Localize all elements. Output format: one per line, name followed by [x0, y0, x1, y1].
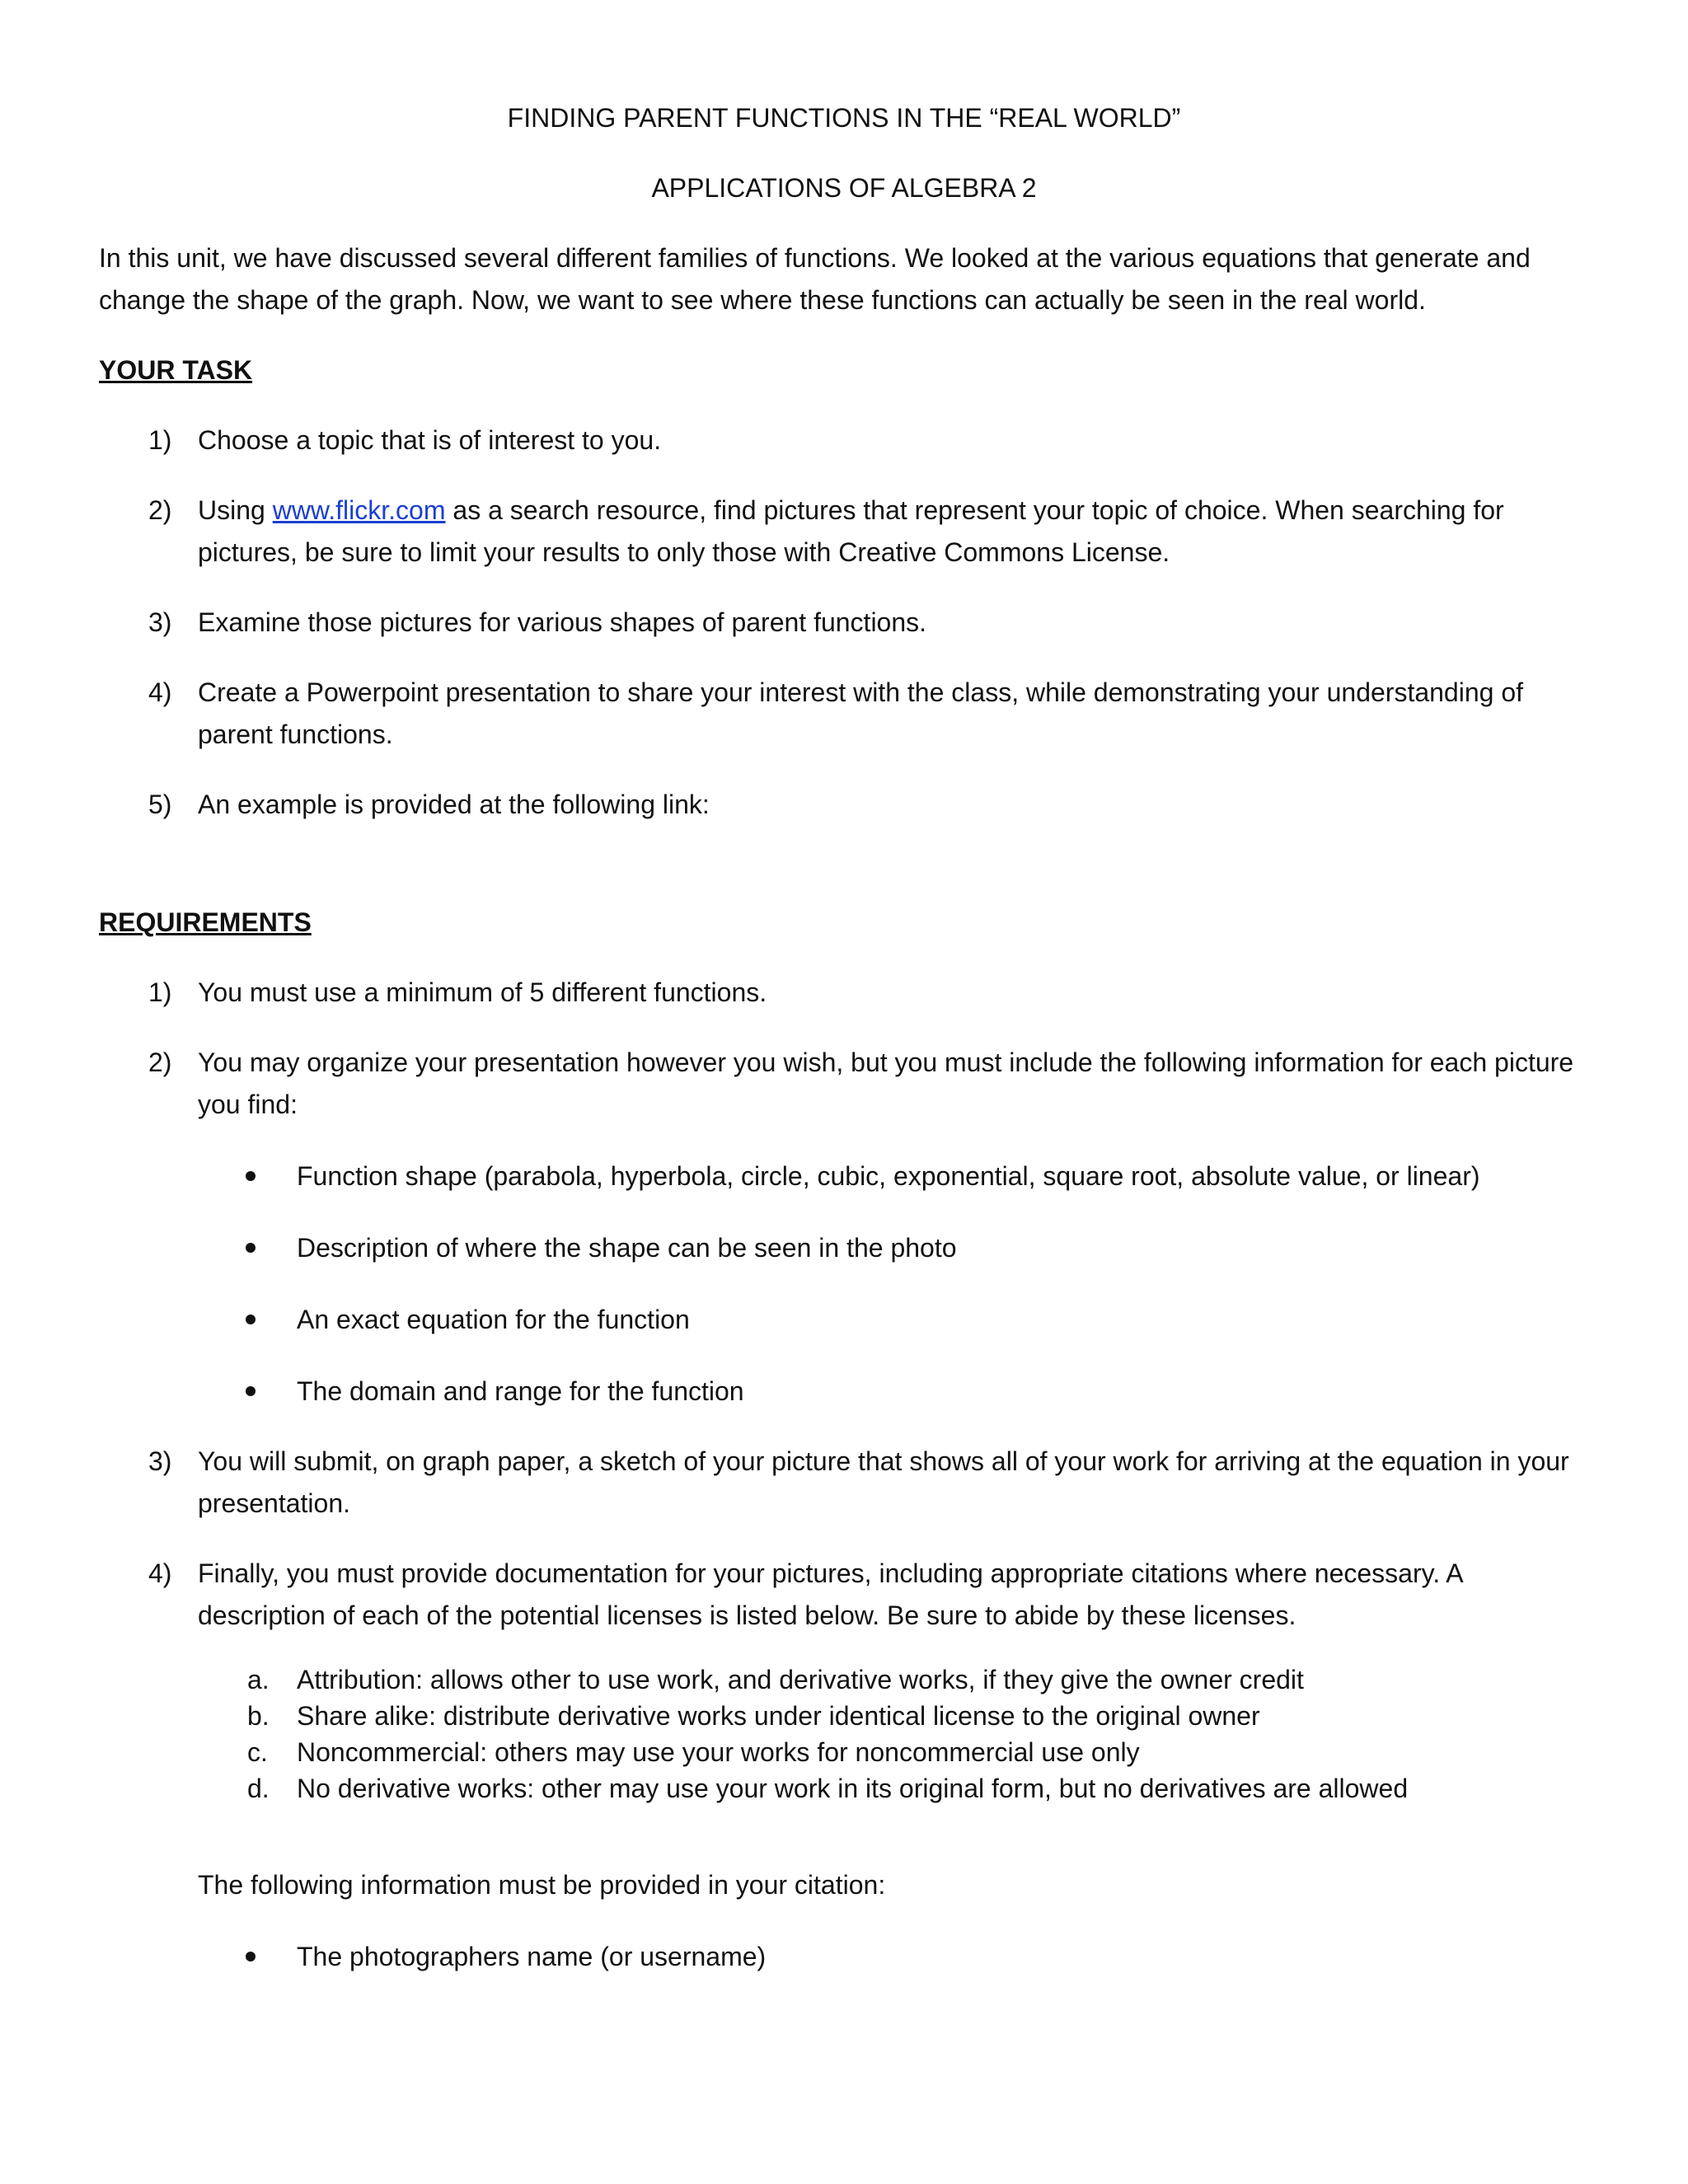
intro-paragraph: In this unit, we have discussed several different families of functions. We looked at the various equations that generate and change the shape of the graph. Now, we want to see where these functions can actually be seen in the real world. — [99, 243, 1531, 315]
task-item-1 — [99, 419, 1589, 462]
list-number: 1) — [148, 977, 172, 1007]
bullet-text: An exact equation for the function — [297, 1305, 690, 1334]
license-item — [198, 1734, 1589, 1770]
task-item-5 — [99, 784, 1589, 826]
task-item-2 — [99, 490, 1589, 574]
bullet-icon — [246, 1171, 256, 1181]
bullet-icon — [246, 1315, 256, 1324]
bullet-item — [198, 1936, 1589, 1978]
task-item-text-pre: Using — [198, 495, 273, 525]
license-list — [198, 1661, 1589, 1807]
requirement-item-text: You will submit, on graph paper, a sketch of your picture that shows all of your work for arriving at the equation in your presentation. — [198, 1446, 1569, 1518]
list-number: 3) — [148, 1446, 172, 1476]
list-number: 2) — [148, 1047, 172, 1077]
your-task-heading: YOUR TASK — [99, 355, 253, 385]
bullet-item — [198, 1299, 1589, 1341]
license-text: Noncommercial: others may use your works for noncommercial use only — [297, 1737, 1140, 1767]
requirement-item-2 — [99, 1042, 1589, 1413]
task-item-text: Create a Powerpoint presentation to share your interest with the class, while demonstrating your understanding of parent functions. — [198, 677, 1523, 749]
flickr-link[interactable]: www.flickr.com — [272, 495, 446, 525]
license-text: No derivative works: other may use your work in its original form, but no derivatives are allowed — [297, 1774, 1409, 1803]
list-number: 1) — [148, 425, 172, 455]
bullet-icon — [246, 1243, 256, 1253]
task-item-4 — [99, 672, 1589, 756]
task-list — [99, 419, 1589, 826]
list-letter: d. — [247, 1774, 270, 1803]
list-letter: c. — [247, 1737, 268, 1767]
requirement-item-1 — [99, 972, 1589, 1014]
task-item-text: An example is provided at the following link: — [198, 790, 710, 819]
list-number: 2) — [148, 495, 172, 525]
bullet-text: The photographers name (or username) — [297, 1942, 767, 1971]
citation-bullets — [198, 1936, 1589, 1978]
document-page — [99, 97, 1589, 1978]
list-letter: b. — [247, 1701, 270, 1731]
bullet-icon — [246, 1386, 256, 1396]
license-item — [198, 1698, 1589, 1734]
license-item — [198, 1661, 1589, 1698]
document-subtitle: APPLICATIONS OF ALGEBRA 2 — [651, 173, 1037, 203]
bullet-item — [198, 1227, 1589, 1269]
requirements-list — [99, 972, 1589, 1807]
bullet-item — [198, 1155, 1589, 1197]
bullet-text: Description of where the shape can be seen in the photo — [297, 1233, 957, 1263]
task-item-text: Examine those pictures for various shapes of parent functions. — [198, 607, 927, 637]
bullet-item — [198, 1371, 1589, 1413]
photo-info-bullets — [198, 1155, 1589, 1413]
list-number: 4) — [148, 677, 172, 707]
list-number: 4) — [148, 1558, 172, 1588]
license-text: Share alike: distribute derivative works under identical license to the original owner — [297, 1701, 1260, 1731]
license-text: Attribution: allows other to use work, and derivative works, if they give the owner credit — [297, 1665, 1304, 1694]
bullet-icon — [246, 1952, 256, 1961]
citation-intro: The following information must be provided in your citation: — [198, 1870, 886, 1900]
task-item-3 — [99, 602, 1589, 644]
list-letter: a. — [247, 1665, 270, 1694]
task-item-text-post: as a search resource, find pictures that represent your topic of choice. When searching for pictures, be sure to limit your results to only those with Creative Commons License. — [198, 495, 1504, 567]
requirement-item-text: You may organize your presentation however you wish, but you must include the following information for each picture you find: — [198, 1047, 1574, 1119]
list-number: 3) — [148, 607, 172, 637]
requirement-item-3 — [99, 1441, 1589, 1525]
bullet-text: Function shape (parabola, hyperbola, circle, cubic, exponential, square root, absolute value, or linear) — [297, 1161, 1480, 1191]
requirement-item-text: You must use a minimum of 5 different functions. — [198, 977, 767, 1007]
requirement-item-text: Finally, you must provide documentation for your pictures, including appropriate citations where necessary. A description of each of the potential licenses is listed below. Be sure to abide by these licenses. — [198, 1558, 1462, 1630]
document-title: FINDING PARENT FUNCTIONS IN THE “REAL WORLD” — [507, 103, 1181, 133]
bullet-text: The domain and range for the function — [297, 1376, 744, 1406]
license-item — [198, 1770, 1589, 1807]
list-number: 5) — [148, 790, 172, 819]
task-item-text: Choose a topic that is of interest to you. — [198, 425, 662, 455]
requirement-item-4 — [99, 1553, 1589, 1807]
spacer — [99, 826, 1589, 874]
requirements-heading: REQUIREMENTS — [99, 907, 312, 937]
